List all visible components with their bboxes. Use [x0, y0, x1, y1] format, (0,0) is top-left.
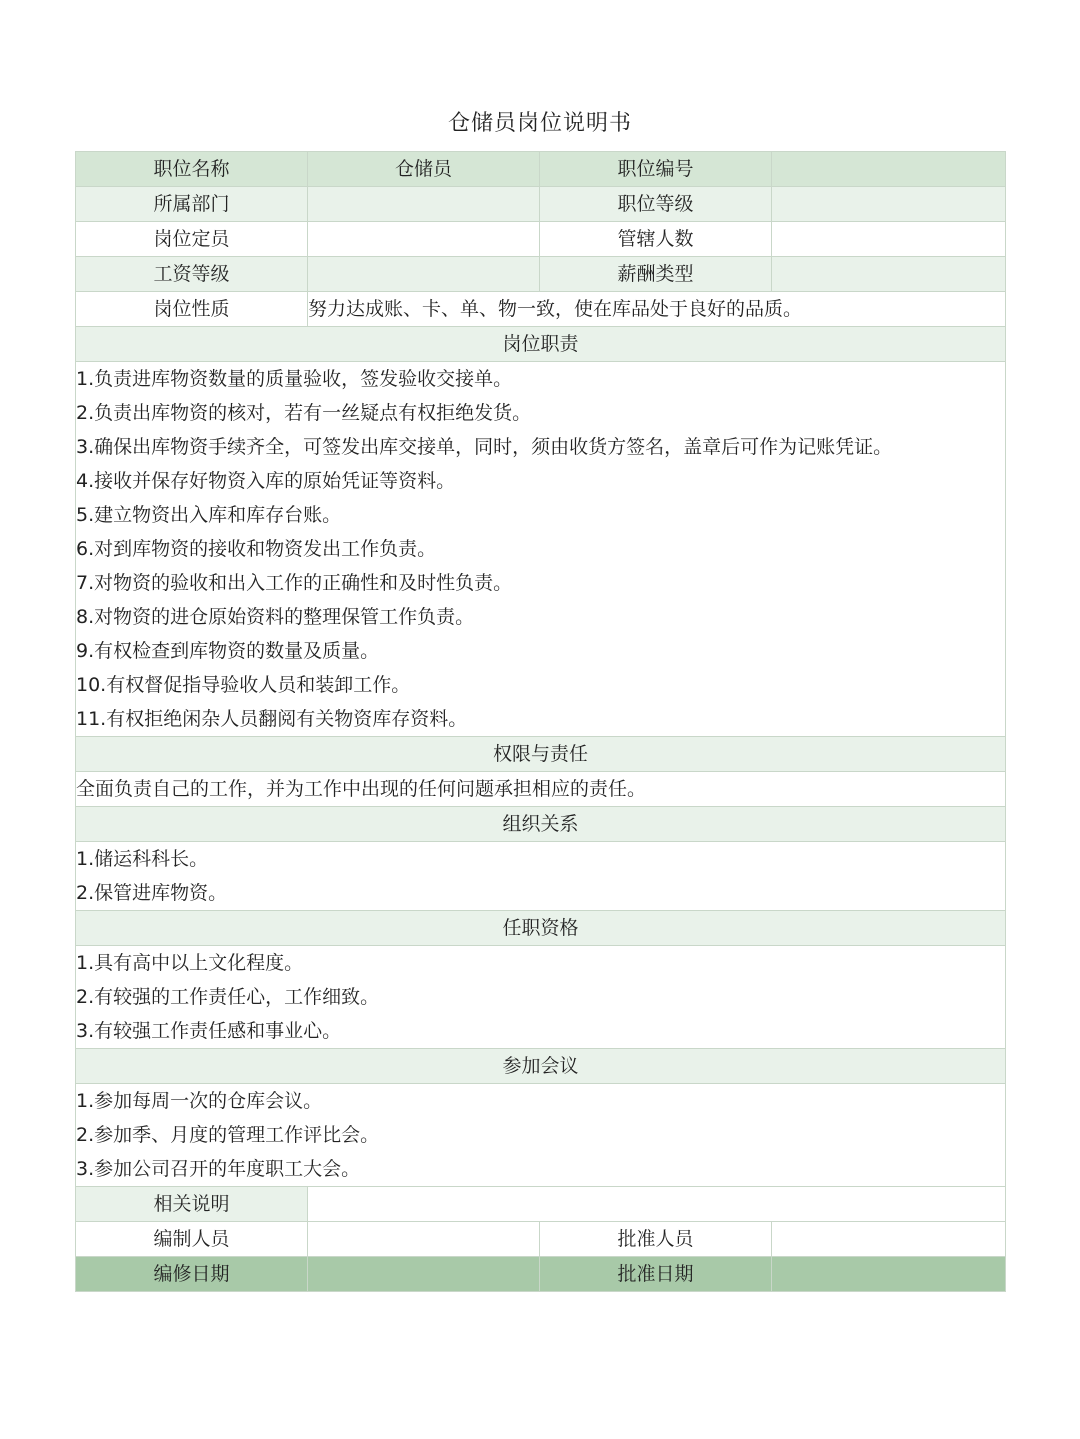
qualification-list [76, 946, 1006, 1049]
list-item: 1.负责进库物资数量的质量验收，签发验收交接单。 [76, 368, 513, 390]
approve-date-value [772, 1257, 1006, 1292]
row-headcount [76, 222, 1006, 257]
list-item: 2.有较强的工作责任心，工作细致。 [76, 986, 380, 1008]
organization-list [76, 842, 1006, 911]
duties-title: 岗位职责 [76, 327, 1006, 362]
edit-date-value [308, 1257, 540, 1292]
row-author [76, 1222, 1006, 1257]
section-header-qualification [76, 911, 1006, 946]
list-item: 5.建立物资出入库和库存台账。 [76, 504, 342, 526]
author-value [308, 1222, 540, 1257]
organization-title: 组织关系 [76, 807, 1006, 842]
list-item: 6.对到库物资的接收和物资发出工作负责。 [76, 538, 437, 560]
approver-value [772, 1222, 1006, 1257]
document-title: 仓储员岗位说明书 [447, 111, 632, 136]
row-position-name [76, 152, 1006, 187]
list-item: 2.保管进库物资。 [76, 882, 228, 904]
edit-date-label: 编修日期 [76, 1257, 308, 1292]
list-item: 2.参加季、月度的管理工作评比会。 [76, 1124, 380, 1146]
meetings-title: 参加会议 [76, 1049, 1006, 1084]
list-item: 3.确保出库物资手续齐全，可签发出库交接单，同时，须由收货方签名，盖章后可作为记账凭证。 [76, 436, 893, 458]
subordinates-label: 管辖人数 [540, 222, 772, 257]
list-item: 1.具有高中以上文化程度。 [76, 952, 304, 974]
section-body-meetings [76, 1084, 1006, 1187]
list-item: 4.接收并保存好物资入库的原始凭证等资料。 [76, 470, 456, 492]
salary-grade-label: 工资等级 [76, 257, 308, 292]
department-label: 所属部门 [76, 187, 308, 222]
list-item: 3.有较强工作责任感和事业心。 [76, 1020, 342, 1042]
list-item: 1.储运科科长。 [76, 848, 209, 870]
section-body-duties [76, 362, 1006, 737]
approve-date-label: 批准日期 [540, 1257, 772, 1292]
level-label: 职位等级 [540, 187, 772, 222]
list-item: 11.有权拒绝闲杂人员翻阅有关物资库存资料。 [76, 708, 468, 730]
position-code-label: 职位编号 [540, 152, 772, 187]
meetings-list [76, 1084, 1006, 1187]
duties-list [76, 362, 1006, 737]
salary-grade-value [308, 257, 540, 292]
pay-type-label: 薪酬类型 [540, 257, 772, 292]
list-item: 3.参加公司召开的年度职工大会。 [76, 1158, 361, 1180]
section-body-qualification [76, 946, 1006, 1049]
section-body-organization [76, 842, 1006, 911]
list-item: 9.有权检查到库物资的数量及质量。 [76, 640, 380, 662]
nature-value: 努力达成账、卡、单、物一致，使在库品处于良好的品质。 [308, 292, 1006, 327]
list-item: 7.对物资的验收和出入工作的正确性和及时性负责。 [76, 572, 513, 594]
list-item: 2.负责出库物资的核对，若有一丝疑点有权拒绝发货。 [76, 402, 532, 424]
authority-text: 全面负责自己的工作，并为工作中出现的任何问题承担相应的责任。 [76, 772, 1006, 807]
department-value [308, 187, 540, 222]
level-value [772, 187, 1006, 222]
notes-value [308, 1187, 1006, 1222]
row-nature [76, 292, 1006, 327]
section-header-meetings [76, 1049, 1006, 1084]
notes-label: 相关说明 [76, 1187, 308, 1222]
list-item: 1.参加每周一次的仓库会议。 [76, 1090, 323, 1112]
subordinates-value [772, 222, 1006, 257]
list-item: 8.对物资的进仓原始资料的整理保管工作负责。 [76, 606, 475, 628]
row-notes [76, 1187, 1006, 1222]
headcount-value [308, 222, 540, 257]
section-header-authority [76, 737, 1006, 772]
row-dates [76, 1257, 1006, 1292]
nature-label: 岗位性质 [76, 292, 308, 327]
list-item: 10.有权督促指导验收人员和装卸工作。 [76, 674, 411, 696]
qualification-title: 任职资格 [76, 911, 1006, 946]
position-name-value: 仓储员 [308, 152, 540, 187]
job-description-table [75, 151, 1006, 1292]
authority-title: 权限与责任 [76, 737, 1006, 772]
author-label: 编制人员 [76, 1222, 308, 1257]
position-code-value [772, 152, 1006, 187]
section-header-duties [76, 327, 1006, 362]
section-body-authority [76, 772, 1006, 807]
row-salary-grade [76, 257, 1006, 292]
approver-label: 批准人员 [540, 1222, 772, 1257]
section-header-organization [76, 807, 1006, 842]
position-name-label: 职位名称 [76, 152, 308, 187]
headcount-label: 岗位定员 [76, 222, 308, 257]
pay-type-value [772, 257, 1006, 292]
row-department [76, 187, 1006, 222]
